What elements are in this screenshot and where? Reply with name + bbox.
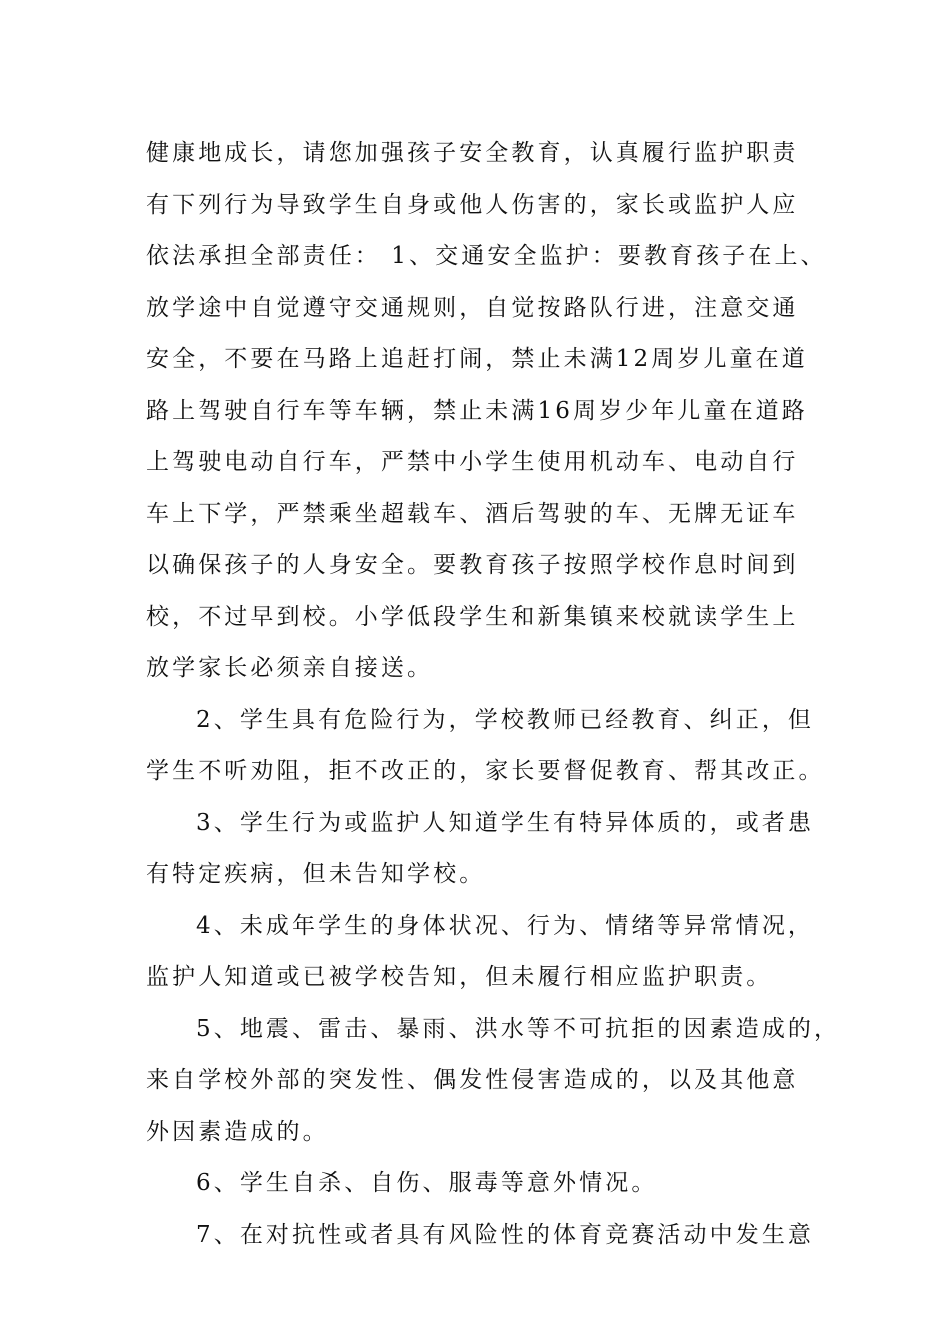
text-line: 监护人知道或已被学校告知，但未履行相应监护职责。 xyxy=(146,964,773,990)
paragraph-3-line: 3、学生行为或监护人知道学生有特异体质的，或者患 xyxy=(196,809,815,836)
text-line: 学生不听劝阻，拒不改正的，家长要督促教育、帮其改正。 xyxy=(146,758,825,784)
paragraph-5-line: 5、地震、雷击、暴雨、洪水等不可抗拒的因素造成的， xyxy=(196,1015,841,1042)
paragraph-2-line: 2、学生具有危险行为，学校教师已经教育、纠正，但 xyxy=(196,706,815,733)
text-line: 以确保孩子的人身安全。要教育孩子按照学校作息时间到 xyxy=(146,552,799,578)
text-line: 健康地成长，请您加强孩子安全教育，认真履行监护职责 xyxy=(146,140,799,166)
text-line: 放学家长必须亲自接送。 xyxy=(146,655,434,681)
text-line: 校，不过早到校。小学低段学生和新集镇来校就读学生上 xyxy=(146,603,799,630)
text-line: 外因素造成的。 xyxy=(146,1118,329,1145)
paragraph-6-line: 6、学生自杀、自伤、服毒等意外情况。 xyxy=(196,1170,658,1196)
paragraph-7-line: 7、在对抗性或者具有风险性的体育竞赛活动中发生意 xyxy=(196,1221,815,1248)
text-line: 有特定疾病，但未告知学校。 xyxy=(146,861,486,887)
text-line: 车上下学，严禁乘坐超载车、酒后驾驶的车、无牌无证车 xyxy=(146,500,799,527)
text-line: 有下列行为导致学生自身或他人伤害的，家长或监护人应 xyxy=(146,191,799,218)
text-line: 来自学校外部的突发性、偶发性侵害造成的，以及其他意 xyxy=(146,1067,799,1093)
paragraph-4-line: 4、未成年学生的身体状况、行为、情绪等异常情况， xyxy=(196,912,815,939)
text-line: 安全，不要在马路上追赶打闹，禁止未满12周岁儿童在道 xyxy=(146,346,808,372)
text-line: 依法承担全部责任： 1、交通安全监护：要教育孩子在上、 xyxy=(146,243,827,269)
document-body xyxy=(146,128,846,1261)
text-line: 路上驾驶自行车等车辆，禁止未满16周岁少年儿童在道路 xyxy=(146,397,808,424)
text-line: 放学途中自觉遵守交通规则，自觉按路队行进，注意交通 xyxy=(146,294,799,321)
text-line: 上驾驶电动自行车，严禁中小学生使用机动车、电动自行 xyxy=(146,449,799,475)
